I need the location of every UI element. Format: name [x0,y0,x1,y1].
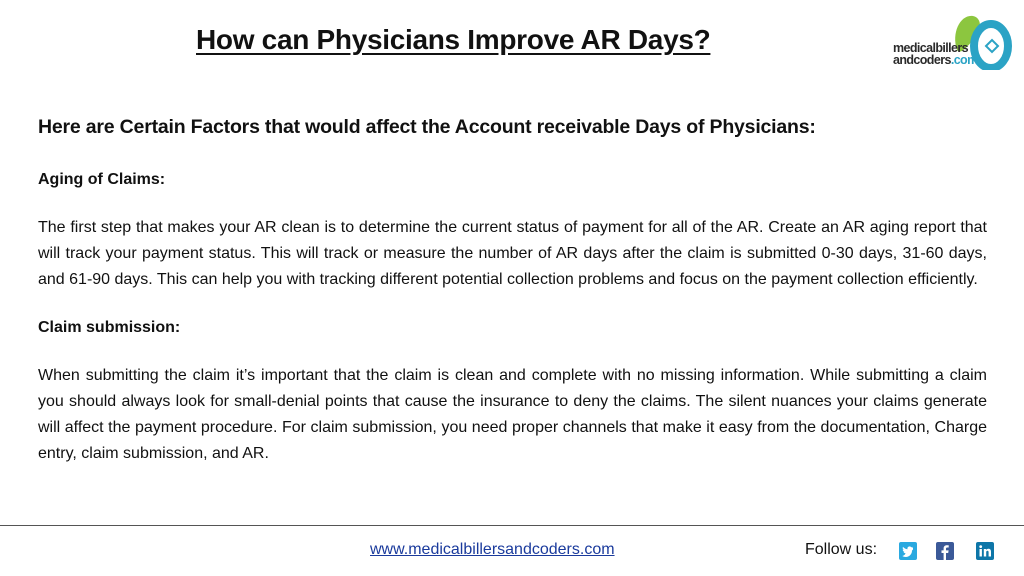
linkedin-icon[interactable] [976,542,994,560]
spacer [38,139,987,171]
spacer [38,337,987,363]
subheading: Here are Certain Factors that would affect the Account receivable Days of Physicians: [38,116,816,138]
website-link[interactable]: www.medicalbillersandcoders.com [370,541,615,558]
section-heading-claim-submission: Claim submission: [38,319,181,336]
facebook-icon[interactable] [936,542,954,560]
slide-title: How can Physicians Improve AR Days? [196,24,711,55]
twitter-icon[interactable] [899,542,917,560]
logo-line-2 [893,54,978,66]
footer-divider [0,525,1024,526]
logo-line-2-main: andcoders [893,53,951,67]
section-heading-aging: Aging of Claims: [38,171,166,188]
slide-content [38,116,987,467]
logo-wordmark [893,42,978,66]
spacer [38,293,987,319]
section-body-claim-submission: When submitting the claim it’s important that the claim is clean and complete with no missing information. While submitting a claim you should always look for small-denial points that cause the insurance to deny the claims. The silent nuances your claims generate will affect the payment procedure. For claim submission, you need proper channels that make it easy from the documentation, Charge entry, claim submission, and AR. [38,367,987,462]
logo-line-1: medicalbillers [893,41,968,55]
company-logo[interactable] [893,12,1013,74]
spacer [38,189,987,215]
follow-us-label: Follow us: [805,541,878,558]
section-body-aging: The first step that makes your AR clean is to determine the current status of payment for all of the AR. Create an AR aging report that will track your payment status. This will track or measure the number of AR days after the claim is submitted 0-30 days, 31-60 days, and 61-90 days. This can help you with tracking different potential collection problems and focus on the payment collection efficiently. [38,219,987,288]
logo-suffix: .com [950,53,978,67]
